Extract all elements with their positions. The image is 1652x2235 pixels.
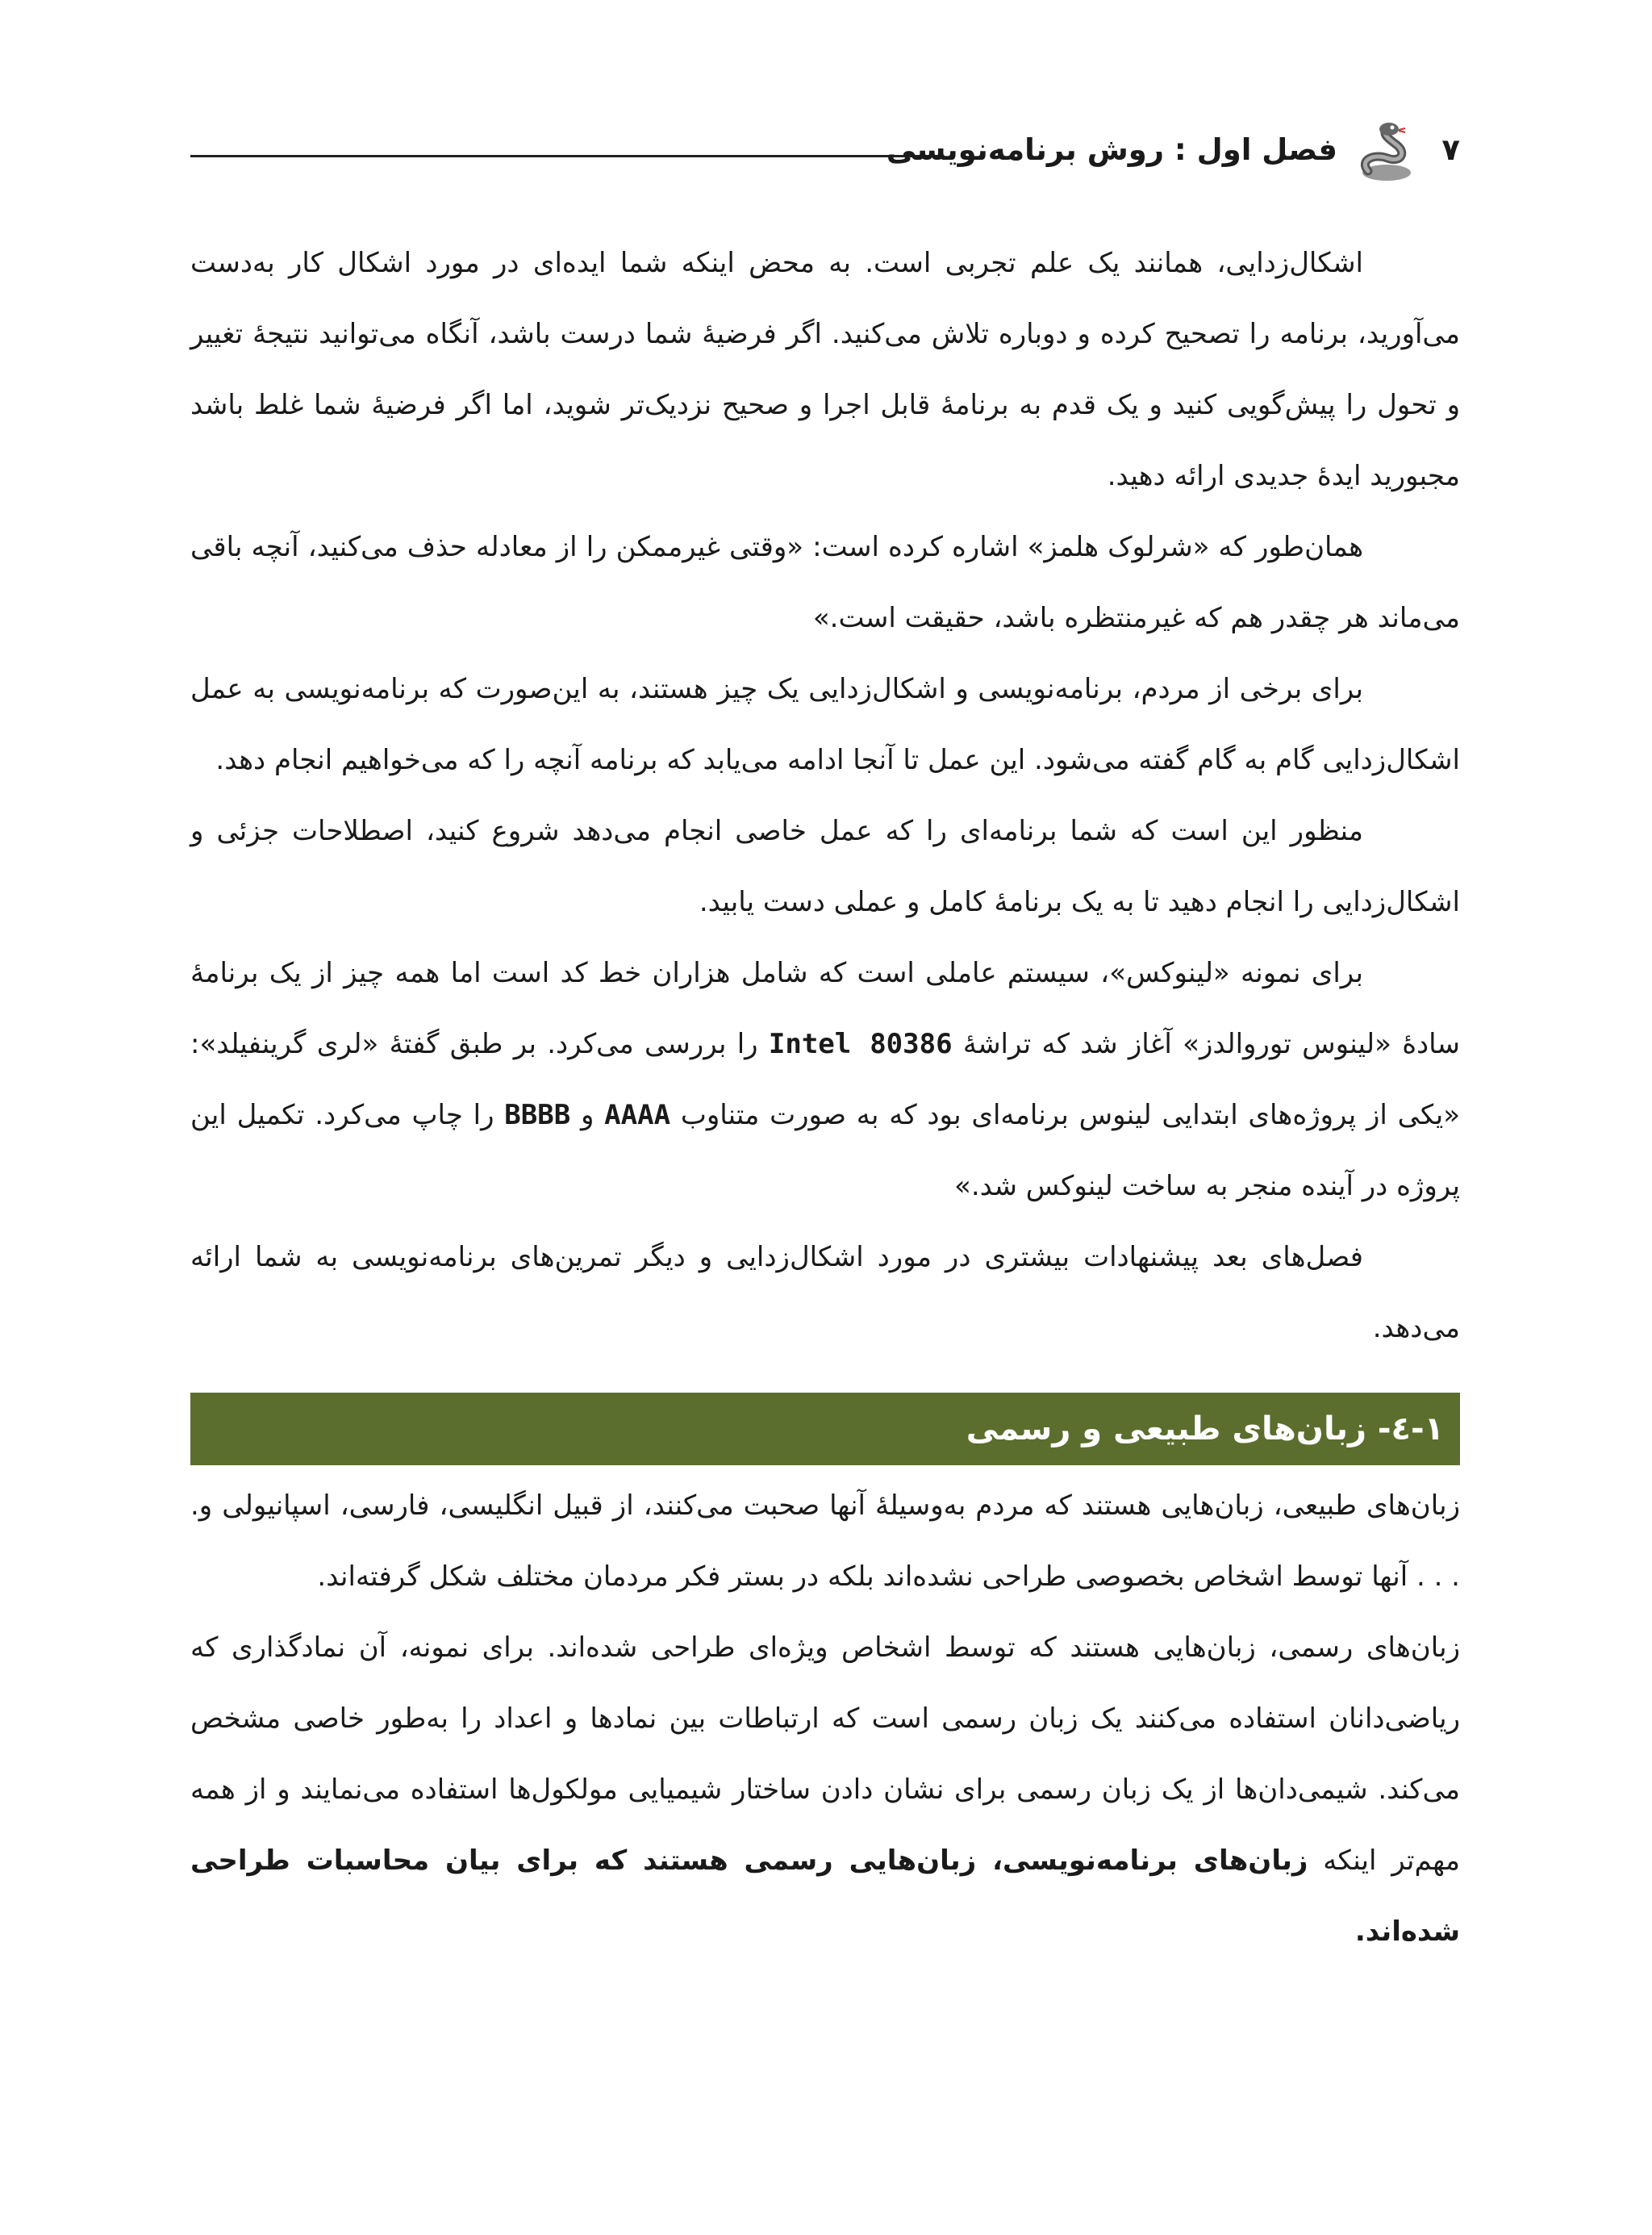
paragraph-next-chapters: فصل‌های بعد پیشنهادات بیشتری در مورد اشکال‌زدایی و دیگر تمرین‌های برنامه‌نویسی به شما ارائه می‌دهد. — [190, 1241, 1460, 1344]
linux-text-3: و — [580, 1099, 594, 1131]
paragraph-linux — [190, 938, 1460, 1222]
paragraph-goal: منظور این است که شما برنامه‌ای را که عمل خاصی انجام می‌دهد شروع کنید، اصطلاحات جزئی و اشکال‌زدایی را انجام دهید تا به یک برنامهٔ کامل و عملی دست یابید. — [190, 815, 1460, 918]
linux-text-1: برای نمونه «لینوکس»، سیستم عاملی است که شامل هزاران خط کد است اما همه چیز از یک برنامهٔ سادهٔ «لینوس توروالدز» آغاز شد که تراشهٔ — [190, 957, 1461, 1060]
section-heading-band — [190, 1393, 1460, 1465]
snake-icon — [1350, 121, 1423, 186]
paragraph-sherlock: همان‌طور که «شرلوک هلمز» اشاره کرده است: «وقتی غیرممکن را از معادله حذف می‌کنید، آنچه باقی می‌ماند هر چقدر هم که غیرمنتظره باشد، حقیقت است.» — [190, 531, 1460, 634]
formal-text: زبان‌های رسمی، زبان‌هایی هستند که توسط اشخاص ویژه‌ای طراحی شده‌اند. برای نمونه، آن نمادگذاری که ریاضی‌دانان استفاده می‌کنند یک زبان رسمی است که ارتباطات بین نمادها و اعداد را به‌طور خاصی مشخص می‌کند. شیمی‌دان‌ها از یک زبان رسمی برای نشان دادن ساختار شیمیایی مولکول‌ها استفاده می‌نمایند و از همه مهم‌تر اینکه — [190, 1631, 1460, 1877]
paragraph-programming: برای برخی از مردم، برنامه‌نویسی و اشکال‌زدایی یک چیز هستند، به این‌صورت که برنامه‌نویسی به عمل اشکال‌زدایی گام به گام گفته می‌شود. این عمل تا آنجا ادامه می‌یابد که برنامه آنچه را که می‌خواهیم انجام دهد. — [190, 673, 1460, 776]
linux-text-4: را چاپ می‌کرد. تکمیل این پروژه در آینده منجر به ساخت لینوکس شد.» — [190, 1099, 1460, 1202]
paragraph-formal-languages — [190, 1612, 1460, 1967]
section-title: ۱-٤- زبان‌های طبیعی و رسمی — [966, 1410, 1444, 1448]
chapter-title: فصل اول : روش برنامه‌نویسی — [886, 132, 1337, 167]
header-rule — [190, 155, 941, 157]
running-header — [190, 121, 1460, 186]
body-text — [190, 228, 1460, 1967]
formal-bold-text: زبان‌های برنامه‌نویسی، زبان‌هایی رسمی هستند که برای بیان محاسبات طراحی شده‌اند. — [190, 1844, 1460, 1948]
linux-text-2: را بررسی می‌کرد. بر طبق گفتهٔ «لری گرینفیلد»: «یکی از پروژه‌های ابتدایی لینوس برنامه‌ای بود که به صورت متناوب — [190, 1028, 1461, 1131]
paragraph-natural-languages: زبان‌های طبیعی، زبان‌هایی هستند که مردم به‌وسیلهٔ آنها صحبت می‌کنند، از قبیل انگلیسی، فارسی، اسپانیولی و. . . . آنها توسط اشخاص بخصوصی طراحی نشده‌اند بلکه در بستر فکر مردمان مختلف شکل گرفته‌اند. — [190, 1489, 1460, 1593]
page-number: ۷ — [1441, 132, 1460, 167]
bbbb-code: BBBB — [504, 1099, 571, 1131]
paragraph-debugging: اشکال‌زدایی، همانند یک علم تجربی است. به محض اینکه شما ایده‌ای در مورد اشکال کار به‌دست می‌آورید، برنامه را تصحیح کرده و دوباره تلاش می‌کنید. اگر فرضیهٔ شما درست باشد، آنگاه می‌توانید نتیجهٔ تغییر و تحول را پیش‌گویی کنید و یک قدم به برنامهٔ قابل اجرا و صحیح نزدیک‌تر شوید، اما اگر فرضیهٔ شما غلط باشد مجبورید ایدهٔ جدیدی ارائه دهید. — [190, 247, 1460, 492]
aaaa-code: AAAA — [604, 1099, 671, 1131]
intel-chip-code: Intel 80386 — [768, 1028, 953, 1060]
